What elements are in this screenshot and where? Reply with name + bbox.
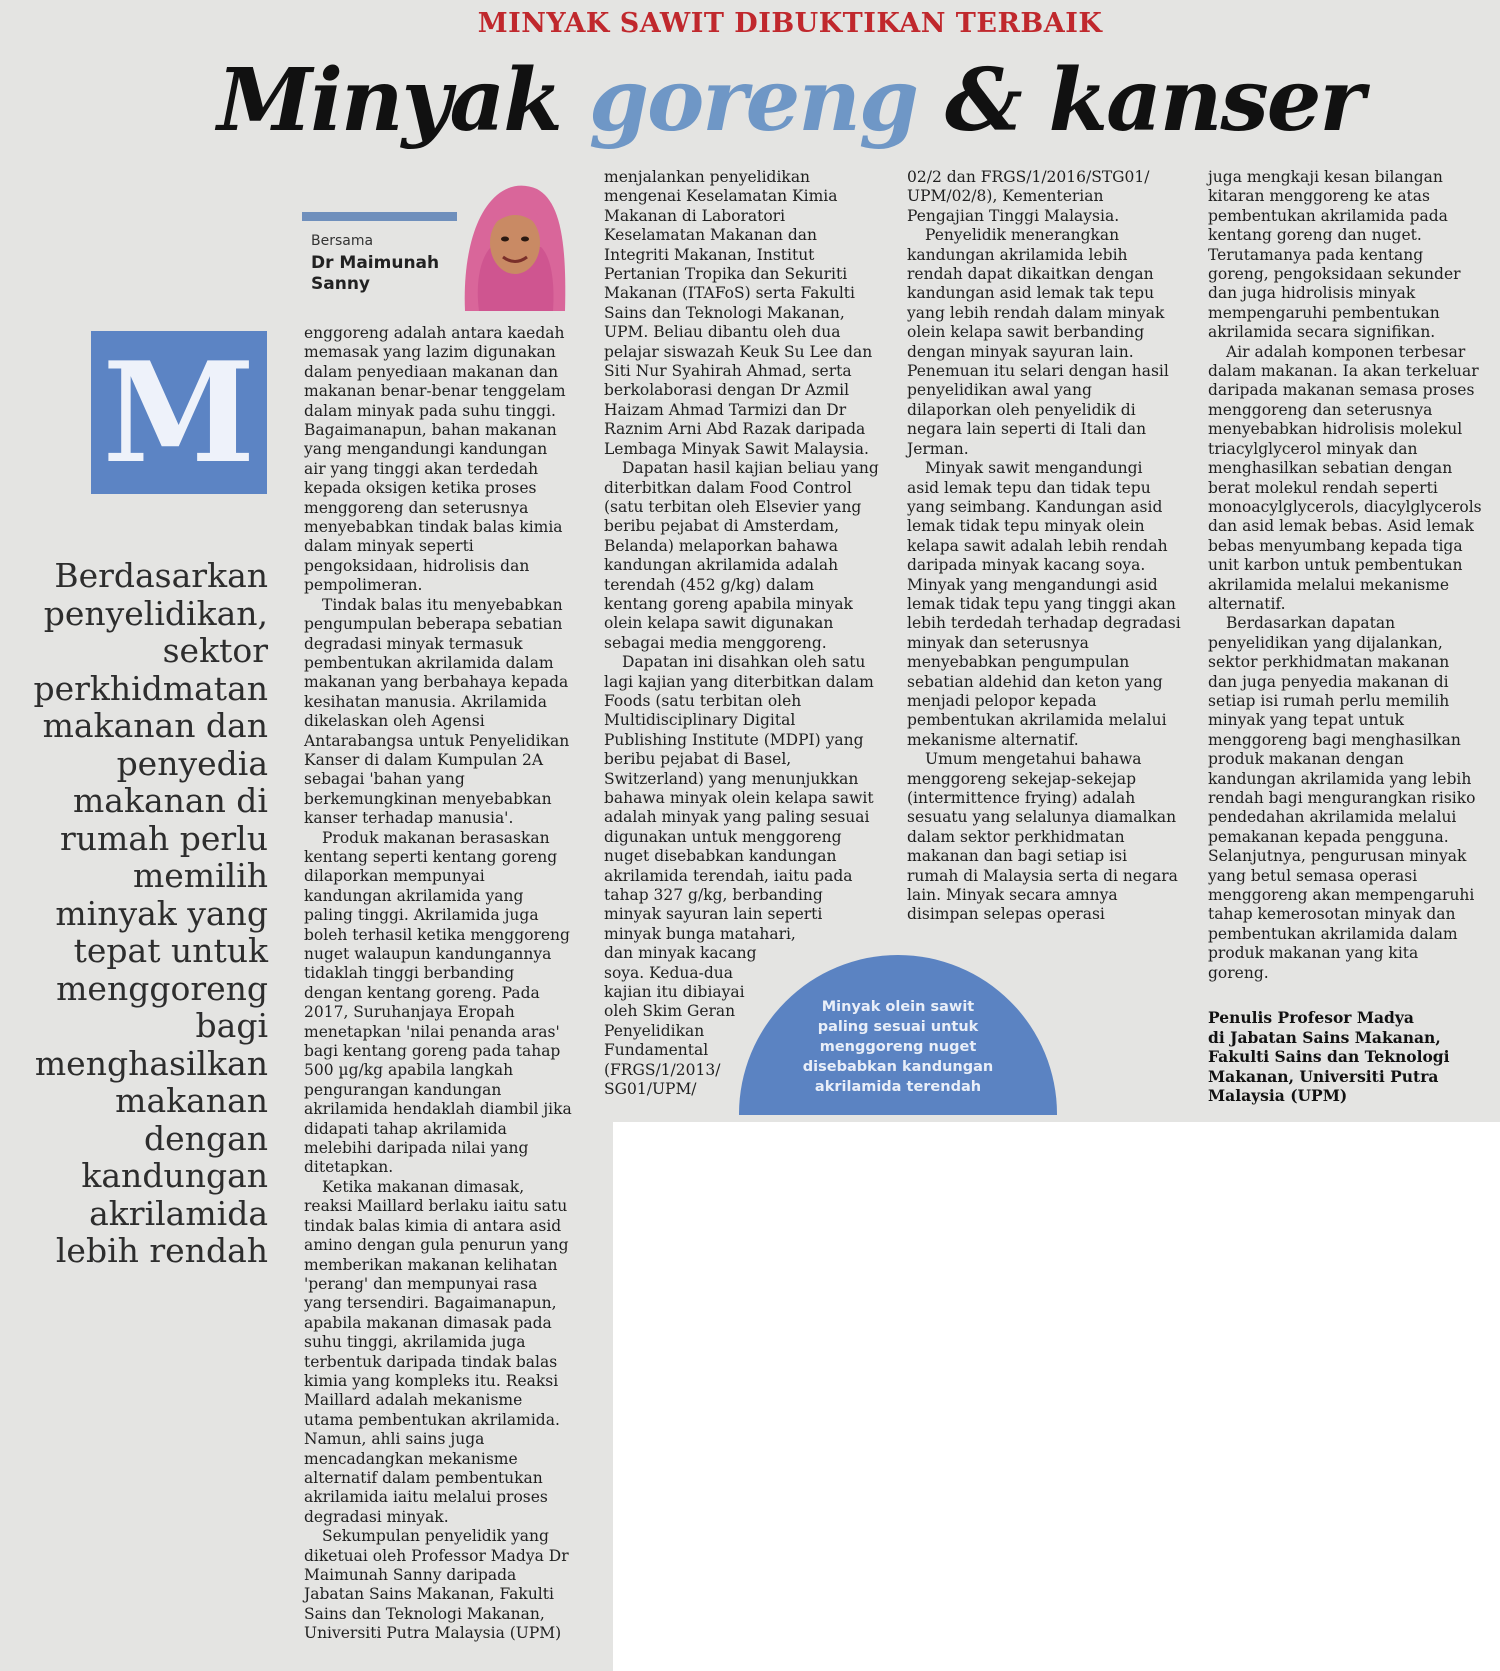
article-line: 2017, Suruhanjaya Eropah — [304, 1003, 515, 1022]
article-line: Maillard adalah mekanisme — [304, 1391, 523, 1410]
article-line: pembentukan akrilamida pada — [1208, 206, 1448, 225]
article-line: melebihi daripada nilai yang — [304, 1139, 529, 1158]
article-line: yang tersendiri. Bagaimanapun, — [304, 1294, 557, 1313]
article-line: menggoreng sekejap-sekejap — [907, 769, 1137, 788]
article-line: berkolaborasi dengan Dr Azmil — [604, 381, 850, 400]
article-line: dalam makanan. Ia akan terkeluar — [1208, 362, 1479, 381]
article-line: setiap isi rumah perlu memilih — [1208, 691, 1450, 710]
article-line: air yang tinggi akan terdedah — [304, 459, 539, 478]
article-line: menggoreng dan seterusnya — [304, 498, 529, 517]
article-line: kandungan akrilamida lebih — [907, 245, 1128, 264]
article-line: menetapkan 'nilai penanda aras' — [304, 1022, 560, 1041]
article-line: pembentukan akrilamida melalui — [907, 711, 1167, 730]
article-line: bagi kentang goreng pada tahap — [304, 1042, 561, 1061]
article-line: Sains dan Teknologi Makanan, — [304, 1604, 545, 1623]
article-line: diketuai oleh Professor Madya Dr — [304, 1546, 569, 1565]
drop-cap: M — [91, 331, 267, 494]
article-line: kimia yang kompleks itu. Reaksi — [304, 1371, 559, 1390]
article-line: tindak balas kimia di antara asid — [304, 1216, 562, 1235]
article-line: menjalankan penyelidikan — [604, 168, 811, 186]
article-line: UPM/02/8), Kementerian — [907, 187, 1104, 206]
paragraph — [907, 459, 1181, 750]
article-line: rendah dapat dikaitkan dengan — [907, 265, 1154, 284]
highlight-line: akrilamida terendah — [814, 1079, 982, 1095]
article-line: Makanan (ITAFoS) serta Fakulti — [604, 284, 855, 303]
article-line — [907, 459, 1181, 478]
article-line: disimpan selepas operasi — [907, 905, 1105, 924]
article-line: Foods (satu terbitan oleh — [604, 691, 802, 710]
article-column-2 — [604, 168, 879, 1100]
paragraph — [907, 226, 1181, 459]
article-line: pempolimeran. — [304, 576, 423, 595]
article-line: Jabatan Sains Makanan, Fakulti — [304, 1585, 554, 1604]
article-line: menyebabkan hidrolisis molekul — [1208, 420, 1463, 439]
article-line: olein kelapa sawit digunakan — [604, 614, 834, 633]
author-line: Malaysia (UPM) — [1208, 1086, 1348, 1106]
article-line: Publishing Institute (MDPI) yang — [604, 730, 864, 749]
article-line: olein kelapa sawit berbanding — [907, 323, 1145, 342]
article-column-4 — [1208, 168, 1482, 983]
article-line-text: Berdasarkan dapatan — [1226, 614, 1396, 633]
article-line: daripada minyak kacang soya. — [907, 556, 1146, 575]
article-line: dalam penyediaan makanan dan — [304, 362, 559, 381]
headline — [0, 50, 1500, 151]
article-line: rumah di Malaysia serta di negara — [907, 866, 1178, 885]
article-line: sebatian aldehid dan keton yang — [907, 672, 1163, 691]
article-line: penyelidikan awal yang — [907, 381, 1092, 400]
article-line: Pengajian Tinggi Malaysia. — [907, 206, 1120, 225]
article-line: nuget disebabkan kandungan — [604, 847, 837, 866]
article-line: Terutamanya pada kentang — [1208, 245, 1424, 264]
article-line: dengan kentang goreng. Pada — [304, 983, 540, 1002]
article-line: beribu pejabat di Basel, — [604, 750, 792, 769]
article-line: yang lebih rendah dalam minyak — [907, 303, 1165, 322]
article-line: dengan minyak sayuran lain. — [907, 342, 1134, 361]
highlight-line: disebabkan kandungan — [802, 1059, 994, 1075]
article-line: unit karbon untuk pembentukan — [1208, 556, 1463, 575]
article-line: Penemuan itu selari dengan hasil — [907, 362, 1169, 381]
article-line: tidaklah tinggi berbanding — [304, 964, 515, 983]
article-line: negara lain seperti di Itali dan — [907, 420, 1147, 439]
article-line: penyelidikan yang dijalankan, — [1208, 633, 1443, 652]
article-line: dalam minyak seperti — [304, 537, 474, 556]
article-line: amino dengan gula penurun yang — [304, 1236, 569, 1255]
article-line: alternatif. — [1208, 594, 1286, 613]
article-line: menyebabkan pengumpulan — [907, 653, 1130, 672]
article-line: juga mengkaji kesan bilangan — [1208, 168, 1443, 186]
article-line: Siti Nur Syahirah Ahmad, serta — [604, 362, 852, 381]
article-line: asid lemak tepu dan tidak tepu — [907, 478, 1151, 497]
article-line: kandungan akrilamida yang lebih — [1208, 769, 1472, 788]
article-line: Antarabangsa untuk Penyelidikan — [304, 731, 570, 750]
article-line: Multidisciplinary Digital — [604, 711, 796, 730]
article-line: beribu pejabat di Amsterdam, — [604, 517, 840, 536]
article-line: (satu terbitan oleh Elsevier yang — [604, 497, 862, 516]
paragraph — [907, 168, 1181, 226]
article-line: yang mengandungi kandungan — [304, 440, 548, 459]
article-line: lagi kajian yang diterbitkan dalam — [604, 672, 874, 691]
article-line: Haizam Ahmad Tarmizi dan Dr — [604, 400, 847, 419]
article-line: apabila makanan dimasak pada — [304, 1313, 552, 1332]
article-line: bahawa minyak olein kelapa sawit — [604, 789, 874, 807]
article-line: (intermittence frying) adalah — [907, 789, 1136, 807]
highlight-line: Minyak olein sawit — [821, 999, 975, 1015]
article-line: Namun, ahli sains juga — [304, 1430, 485, 1449]
article-line: minyak bunga matahari, — [604, 924, 796, 943]
article-line: ditetapkan. — [304, 1158, 394, 1177]
article-line-text: Sekumpulan penyelidik yang — [322, 1527, 549, 1546]
article-line: pelajar siswazah Keuk Su Lee dan — [604, 342, 873, 361]
article-line-text: Penyelidik menerangkan — [925, 226, 1120, 245]
article-line-text: Umum mengetahui bahawa — [925, 750, 1142, 769]
article-line: tahap 327 g/kg, berbanding — [604, 886, 823, 905]
highlight-text — [765, 997, 1031, 1097]
article-line: akrilamida terendah, iaitu pada — [604, 866, 853, 885]
article-line: makanan yang berbahaya kepada — [304, 673, 569, 692]
author-line: Penulis Profesor Madya — [1208, 1008, 1414, 1027]
article-line: lemak tidak tepu yang tinggi akan — [907, 594, 1176, 613]
article-line — [1208, 614, 1482, 633]
article-line: akrilamida hendaklah diambil jika — [304, 1100, 572, 1119]
article-line: Sains dan Teknologi Makanan, — [604, 303, 845, 322]
article-line: 'perang' dan mempunyai rasa — [304, 1274, 538, 1293]
article-line: degradasi minyak. — [304, 1507, 449, 1526]
article-line: pengumpulan beberapa sebatian — [304, 615, 563, 634]
article-line: dan juga hidrolisis minyak — [1208, 284, 1416, 303]
paragraph — [1208, 168, 1482, 343]
article-line: terbentuk daripada tindak balas — [304, 1352, 558, 1371]
article-line: menggoreng dan seterusnya — [1208, 400, 1433, 419]
article-line: oleh Skim Geran — [604, 1002, 736, 1021]
article-line: minyak dan seterusnya — [907, 633, 1089, 652]
article-line: kentang seperti kentang goreng — [304, 847, 558, 866]
paragraph — [604, 459, 879, 653]
article-line — [1208, 343, 1482, 362]
article-line: pembentukan akrilamida dalam — [1208, 924, 1458, 943]
article-line: sebagai media menggoreng. — [604, 633, 827, 652]
article-line: memasak yang lazim digunakan — [304, 343, 556, 362]
article-line: didapati tahap akrilamida — [304, 1119, 507, 1138]
article-line: menjadi pelopor kepada — [907, 691, 1097, 710]
paragraph — [907, 750, 1181, 925]
article-line: kentang goreng apabila minyak — [604, 594, 853, 613]
article-line: triacylglycerol minyak dan — [1208, 439, 1418, 458]
article-line: reaksi Maillard berlaku iaitu satu — [304, 1197, 568, 1216]
article-line: menyebabkan tindak balas kimia — [304, 518, 563, 537]
article-line: Jerman. — [907, 439, 969, 458]
article-line: dilaporkan oleh penyelidik di — [907, 400, 1136, 419]
article-line: mencadangkan mekanisme — [304, 1449, 518, 1468]
article-line-text: Dapatan hasil kajian beliau yang — [622, 459, 879, 478]
article-line: kandungan akrilamida adalah — [604, 556, 839, 575]
article-line: Maimunah Sanny daripada — [304, 1566, 517, 1584]
article-line: lebih terdedah terhadap degradasi — [907, 614, 1181, 633]
paragraph — [304, 829, 572, 1178]
paragraph — [604, 168, 879, 459]
byline-name: Dr Maimunah Sanny — [311, 253, 440, 294]
article-line: sebagai 'bahan yang — [304, 770, 465, 789]
article-line — [304, 829, 572, 848]
article-line: Bagaimanapun, bahan makanan — [304, 421, 557, 440]
article-line: akrilamida secara signifikan. — [1208, 323, 1436, 342]
article-line: daripada makanan semasa proses — [1208, 381, 1475, 400]
article-line: paling tinggi. Akrilamida juga — [304, 906, 539, 925]
highlight-line: paling sesuai untuk — [817, 1019, 979, 1035]
article-line: dan minyak kacang — [604, 944, 757, 963]
article-line: lemak tidak tepu minyak olein — [907, 517, 1145, 536]
highlight-line: menggoreng nuget — [819, 1039, 977, 1055]
article-column-3 — [907, 168, 1181, 925]
article-line — [304, 596, 572, 615]
article-line — [604, 653, 879, 672]
article-line: makanan dan bagi setiap isi — [907, 847, 1128, 866]
author-line: Fakulti Sains dan Teknologi — [1208, 1047, 1450, 1067]
article-line: sesuatu yang selalunya diamalkan — [907, 808, 1177, 827]
article-line: mengenai Keselamatan Kimia — [604, 187, 838, 206]
article-line: alternatif dalam pembentukan — [304, 1468, 543, 1487]
byline-bar — [302, 212, 475, 221]
article-line — [907, 750, 1181, 769]
article-line: kanser terhadap manusia'. — [304, 809, 514, 828]
article-line: kandungan akrilamida yang — [304, 886, 524, 905]
article-line: mempengaruhi pembentukan — [1208, 303, 1440, 322]
article-line: Penyelidikan — [604, 1021, 705, 1040]
article-line: menghasilkan sebatian dengan — [1208, 459, 1453, 478]
article-line: Lembaga Minyak Sawit Malaysia. — [604, 439, 869, 458]
article-line: goreng. — [1208, 963, 1269, 982]
article-line: kepada oksigen ketika proses — [304, 479, 537, 498]
article-line: kelapa sawit adalah lebih rendah — [907, 536, 1168, 555]
article-line: Keselamatan Makanan dan — [604, 226, 818, 245]
article-line: SG01/UPM/ — [604, 1080, 697, 1099]
article-line: pendedahan akrilamida melalui — [1208, 808, 1457, 827]
article-line: dan asid lemak bebas. Asid lemak — [1208, 517, 1474, 536]
article-line-text: Air adalah komponen terbesar — [1226, 342, 1466, 361]
article-line — [604, 459, 879, 478]
headline-part2: & kanser — [917, 50, 1363, 151]
article-line: sektor perkhidmatan makanan — [1208, 653, 1450, 672]
article-line — [304, 1178, 572, 1197]
article-line: akrilamida melalui mekanisme — [1208, 575, 1450, 594]
article-line: mekanisme alternatif. — [907, 730, 1079, 749]
article-line-text: Dapatan ini disahkan oleh satu — [622, 653, 866, 672]
article-line: produk makanan dengan — [1208, 750, 1404, 769]
article-line: minyak yang tepat untuk — [1208, 711, 1405, 730]
article-line: digunakan untuk menggoreng — [604, 827, 842, 846]
article-line-text: Ketika makanan dimasak, — [322, 1177, 525, 1196]
article-line-text: Produk makanan berasaskan — [322, 828, 550, 847]
article-line: Kanser di dalam Kumpulan 2A — [304, 750, 544, 769]
article-line: dan juga penyedia makanan di — [1208, 672, 1449, 691]
pull-quote: Berdasarkan penyelidikan, sektor perkhidmatan makanan dan penyedia makanan di rumah perlu memilih minyak yang tepat untuk menggoreng bagi menghasilkan makanan dengan kandungan akrilamida lebih rendah — [33, 556, 268, 1270]
headline-accent: goreng — [588, 50, 917, 151]
article-line: adalah minyak yang paling sesuai — [604, 808, 870, 827]
paragraph — [1208, 343, 1482, 615]
article-line: Raznim Arni Abd Razak daripada — [604, 420, 866, 439]
headline-part1: Minyak — [217, 50, 589, 151]
article-line: Makanan di Laboratori — [604, 206, 786, 225]
paragraph — [1208, 614, 1482, 983]
article-line: pembentukan akrilamida dalam — [304, 653, 554, 672]
article-line: Switzerland) yang menunjukkan — [604, 769, 859, 788]
article-line: kentang goreng dan nuget. — [1208, 226, 1422, 245]
article-line: pemakanan kepada pengguna. — [1208, 827, 1449, 846]
article-line: boleh terhasil ketika menggoreng — [304, 925, 570, 944]
article-line: menggoreng akan mempengaruhi — [1208, 886, 1475, 905]
article-line: kandungan asid lemak tak tepu — [907, 284, 1155, 303]
article-line-text: Tindak balas itu menyebabkan — [322, 595, 563, 614]
article-line: kajian itu dibiayai — [604, 983, 745, 1002]
article-line — [304, 1527, 572, 1546]
article-line: (FRGS/1/2013/ — [604, 1060, 721, 1079]
article-line: memberikan makanan kelihatan — [304, 1255, 558, 1274]
article-line: goreng, pengoksidaan sekunder — [1208, 265, 1461, 284]
article-line: kitaran menggoreng ke atas — [1208, 187, 1430, 206]
article-line: berkemungkinan menyebabkan — [304, 789, 552, 808]
article-line: utama pembentukan akrilamida. — [304, 1410, 560, 1429]
article-line: soya. Kedua-dua — [604, 963, 734, 982]
article-line: Fundamental — [604, 1041, 709, 1060]
article-line: dalam sektor perkhidmatan — [907, 827, 1125, 846]
article-line: kesihatan manusia. Akrilamida — [304, 692, 547, 711]
article-line: Belanda) melaporkan bahawa — [604, 536, 839, 555]
article-line: terendah (452 g/kg) dalam — [604, 575, 815, 594]
article-line-text: Minyak sawit mengandungi — [925, 459, 1143, 478]
article-line: nuget walaupun kandungannya — [304, 945, 552, 963]
article-line: minyak sayuran lain seperti — [604, 905, 823, 924]
paragraph — [304, 324, 572, 596]
article-line: produk makanan yang kita — [1208, 944, 1419, 963]
article-column-1 — [304, 324, 572, 1644]
article-line: bebas menyumbang kepada tiga — [1208, 536, 1463, 555]
article-line: enggoreng adalah antara kaedah — [304, 324, 565, 342]
article-line: tahap kemerosotan minyak dan — [1208, 905, 1456, 924]
article-line: dikelaskan oleh Agensi — [304, 712, 485, 731]
article-line: rendah bagi mengurangkan risiko — [1208, 789, 1476, 807]
article-line: Selanjutnya, pengurusan minyak — [1208, 847, 1467, 866]
author-line: Makanan, Universiti Putra — [1208, 1066, 1439, 1086]
author-line: di Jabatan Sains Makanan, — [1208, 1027, 1441, 1047]
article-line: yang betul semasa operasi — [1208, 866, 1418, 885]
article-line: degradasi minyak termasuk — [304, 634, 523, 653]
byline-label: Bersama — [311, 233, 374, 249]
article-line: UPM. Beliau dibantu oleh dua — [604, 323, 841, 342]
article-line: berat molekul rendah seperti — [1208, 478, 1438, 497]
article-line: Universiti Putra Malaysia (UPM) — [304, 1624, 562, 1643]
paragraph — [304, 1527, 572, 1643]
article-line: lain. Minyak secara amnya — [907, 886, 1118, 905]
kicker: MINYAK SAWIT DIBUKTIKAN TERBAIK — [477, 8, 1103, 39]
article-line: makanan benar-benar tenggelam — [304, 382, 566, 401]
article-line: Minyak yang mengandungi asid — [907, 575, 1158, 594]
paragraph — [304, 1178, 572, 1527]
article-line — [907, 226, 1181, 245]
article-line: akrilamida iaitu melalui proses — [304, 1488, 548, 1507]
paragraph — [304, 596, 572, 829]
article-line: monoacylglycerols, diacylglycerols — [1208, 497, 1482, 516]
article-line: menggoreng bagi menghasilkan — [1208, 730, 1461, 749]
article-line: suhu tinggi, akrilamida juga — [304, 1333, 526, 1352]
author-credit — [1208, 1008, 1450, 1106]
article-line: pengurangan kandungan — [304, 1080, 502, 1099]
article-line: 500 µg/kg apabila langkah — [304, 1061, 514, 1080]
article-line: dalam minyak pada suhu tinggi. — [304, 401, 556, 420]
article-line: pengoksidaan, hidrolisis dan — [304, 556, 530, 575]
author-portrait — [457, 177, 570, 311]
article-line: Pertanian Tropika dan Sekuriti — [604, 265, 848, 284]
article-line: 02/2 dan FRGS/1/2016/STG01/ — [907, 168, 1150, 186]
article-line: dilaporkan mempunyai — [304, 867, 485, 886]
article-line: diterbitkan dalam Food Control — [604, 478, 852, 497]
article-line: Integriti Makanan, Institut — [604, 245, 815, 264]
article-line: yang seimbang. Kandungan asid — [907, 497, 1163, 516]
